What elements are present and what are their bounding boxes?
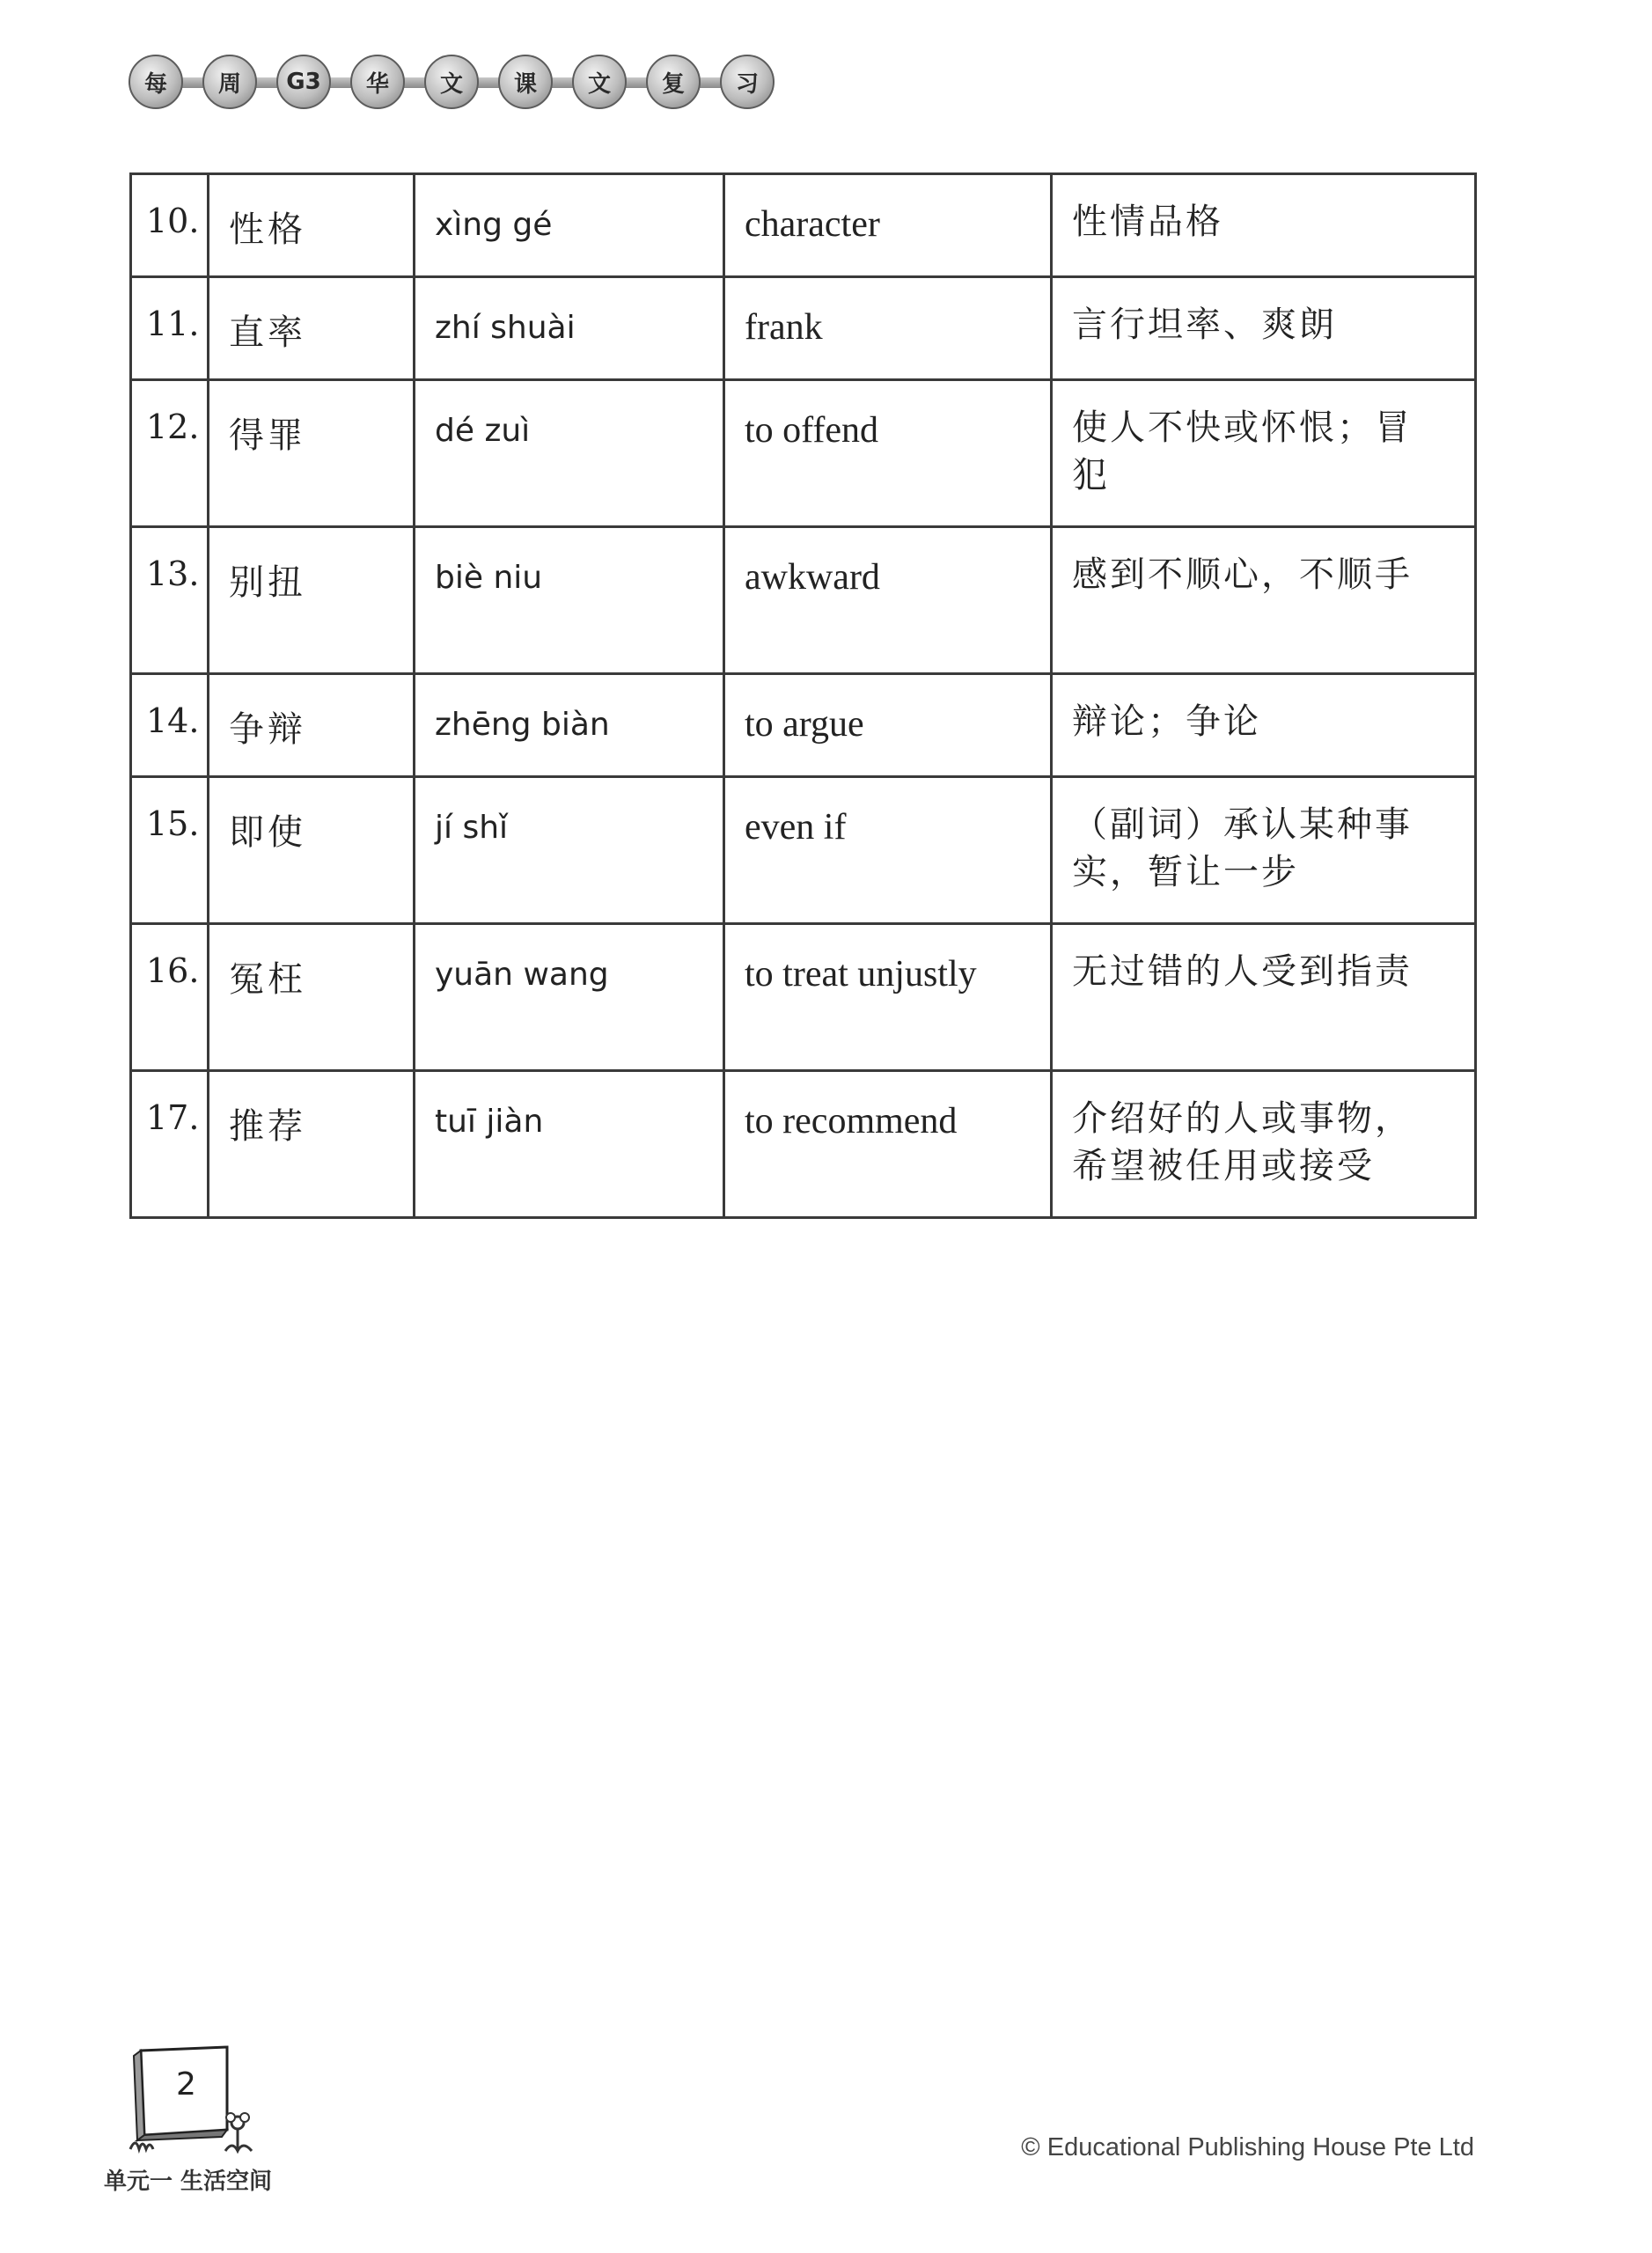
pinyin: xìng gé xyxy=(415,174,724,277)
pinyin: yuān wang xyxy=(415,924,724,1071)
header-bead: 周 xyxy=(202,55,257,109)
copyright-notice: © Educational Publishing House Pte Ltd xyxy=(1021,2133,1474,2161)
chinese-word: 得罪 xyxy=(209,380,415,527)
row-number: 11. xyxy=(131,277,209,380)
table-row xyxy=(131,174,1476,277)
chinese-word: 直率 xyxy=(209,277,415,380)
chinese-word: 争辩 xyxy=(209,674,415,777)
unit-label: 单元一 生活空间 xyxy=(104,2169,273,2195)
chinese-word: 性格 xyxy=(209,174,415,277)
chinese-word: 推荐 xyxy=(209,1071,415,1218)
chinese-word: 别扭 xyxy=(209,527,415,674)
pinyin: tuī jiàn xyxy=(415,1071,724,1218)
english-translation: awkward xyxy=(724,527,1052,674)
table-row xyxy=(131,924,1476,1071)
header-bead: 课 xyxy=(498,55,553,109)
table-row xyxy=(131,380,1476,527)
chinese-definition: 介绍好的人或事物，希望被任用或接受 xyxy=(1052,1071,1476,1218)
page-number: 2 xyxy=(176,2066,196,2103)
header-bead: 文 xyxy=(572,55,627,109)
chinese-definition: 感到不顺心，不顺手 xyxy=(1052,527,1476,674)
vocabulary-table xyxy=(129,172,1477,1219)
chinese-definition: 辩论；争论 xyxy=(1052,674,1476,777)
chinese-definition: 使人不快或怀恨；冒犯 xyxy=(1052,380,1476,527)
table-row xyxy=(131,674,1476,777)
row-number: 16. xyxy=(131,924,209,1071)
header-bead: 习 xyxy=(720,55,775,109)
row-number: 13. xyxy=(131,527,209,674)
chinese-word: 冤枉 xyxy=(209,924,415,1071)
row-number: 17. xyxy=(131,1071,209,1218)
pinyin: zhēng biàn xyxy=(415,674,724,777)
english-translation: to treat unjustly xyxy=(724,924,1052,1071)
table-row xyxy=(131,1071,1476,1218)
pinyin: dé zuì xyxy=(415,380,724,527)
pinyin: zhí shuài xyxy=(415,277,724,380)
header-bead: 华 xyxy=(350,55,405,109)
header-bead: G3 xyxy=(276,55,331,109)
english-translation: even if xyxy=(724,777,1052,924)
chinese-word: 即使 xyxy=(209,777,415,924)
header-banner xyxy=(128,55,767,111)
english-translation: frank xyxy=(724,277,1052,380)
table-row xyxy=(131,277,1476,380)
chinese-definition: 言行坦率、爽朗 xyxy=(1052,277,1476,380)
row-number: 15. xyxy=(131,777,209,924)
chinese-definition: （副词）承认某种事实，暂让一步 xyxy=(1052,777,1476,924)
pinyin: jí shǐ xyxy=(415,777,724,924)
english-translation: to argue xyxy=(724,674,1052,777)
header-bead: 每 xyxy=(128,55,183,109)
english-translation: character xyxy=(724,174,1052,277)
row-number: 14. xyxy=(131,674,209,777)
pinyin: biè niu xyxy=(415,527,724,674)
row-number: 12. xyxy=(131,380,209,527)
table-row xyxy=(131,527,1476,674)
header-beads xyxy=(128,55,775,109)
english-translation: to offend xyxy=(724,380,1052,527)
header-bead: 文 xyxy=(424,55,479,109)
row-number: 10. xyxy=(131,174,209,277)
english-translation: to recommend xyxy=(724,1071,1052,1218)
header-bead: 复 xyxy=(646,55,701,109)
table-row xyxy=(131,777,1476,924)
chinese-definition: 无过错的人受到指责 xyxy=(1052,924,1476,1071)
chinese-definition: 性情品格 xyxy=(1052,174,1476,277)
